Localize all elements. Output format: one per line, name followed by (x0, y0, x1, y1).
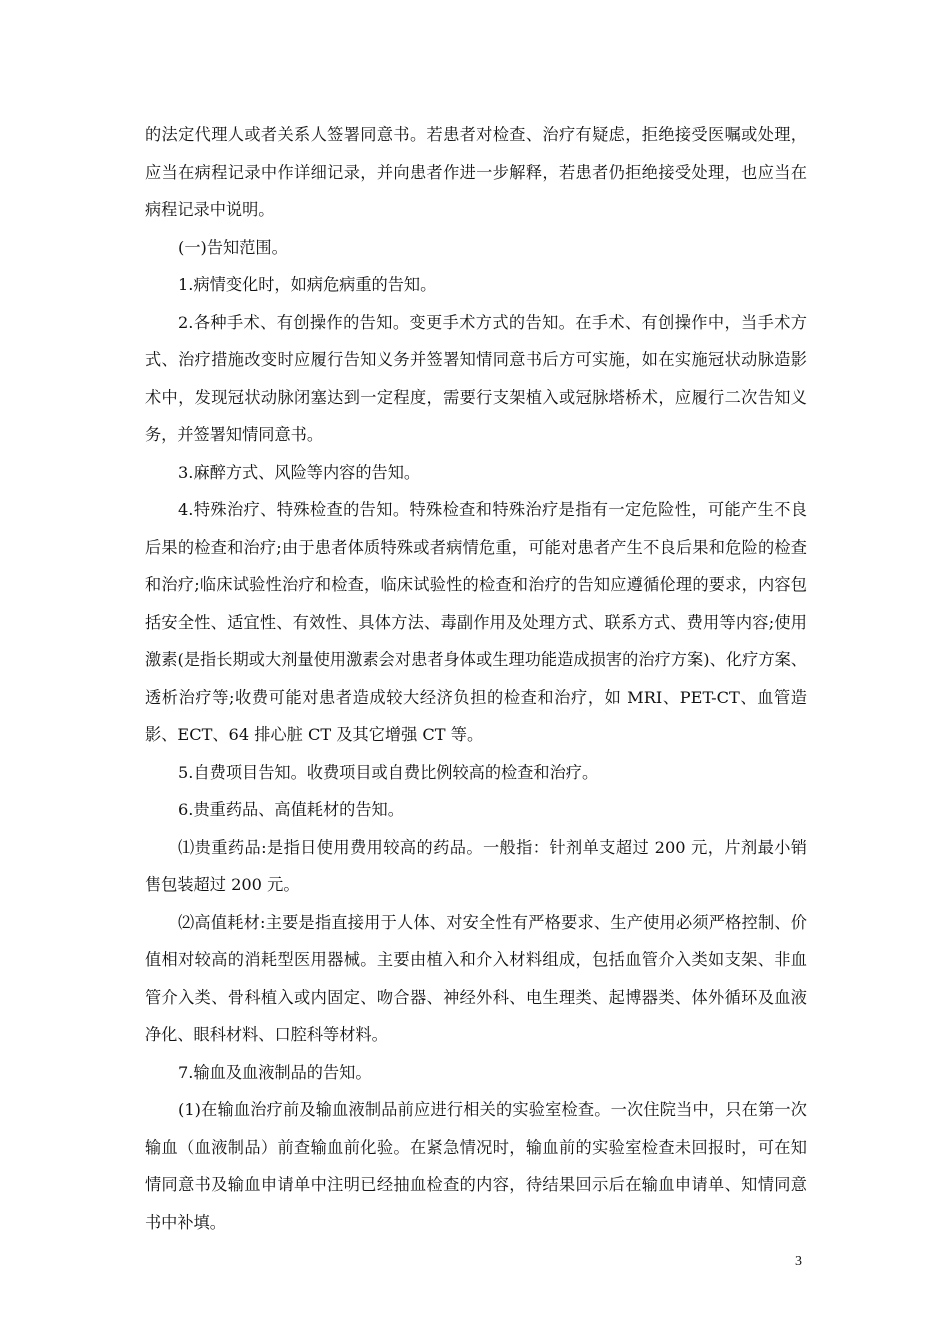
paragraph-continuation: 的法定代理人或者关系人签署同意书。若患者对检查、治疗有疑虑，拒绝接受医嘱或处理，应当在病程记录中作详细记录，并向患者作进一步解释，若患者仍拒绝接受处理，也应当在病程记录中说明。 (145, 125, 807, 219)
sub-item-expensive-drugs: ⑴贵重药品:是指日使用费用较高的药品。一般指：针剂单支超过 200 元，片剂最小销售包装超过 200 元。 (145, 837, 807, 894)
sub-item-high-value-consumables: ⑵高值耗材:主要是指直接用于人体、对安全性有严格要求、生产使用必须严格控制、价值相对较高的消耗型医用器械。主要由植入和介入材料组成，包括血管介入类如支架、非血管介入类、骨科植入或内固定、吻合器、神经外科、电生理类、起博器类、体外循环及血液净化、眼科材料、口腔科等材料。 (145, 912, 807, 1044)
list-item-4: 4.特殊治疗、特殊检查的告知。特殊检查和特殊治疗是指有一定危险性，可能产生不良后果的检查和治疗;由于患者体质特殊或者病情危重，可能对患者产生不良后果和危险的检查和治疗;临床试验性治疗和检查，临床试验性的检查和治疗的告知应遵循伦理的要求，内容包括安全性、适宜性、有效性、具体方法、毒副作用及处理方式、联系方式、费用等内容;使用激素(是指长期或大剂量使用激素会对患者身体或生理功能造成损害的治疗方案)、化疗方案、透析治疗等;收费可能对患者造成较大经济负担的检查和治疗，如 MRI、PET-CT、血管造影、ECT、64 排心脏 CT 及其它增强 CT 等。 (145, 500, 807, 744)
list-item-1: 1.病情变化时，如病危病重的告知。 (178, 275, 437, 294)
list-item-3: 3.麻醉方式、风险等内容的告知。 (178, 462, 421, 482)
section-heading-notification-scope: (一)告知范围。 (178, 237, 288, 257)
list-item-6: 6.贵重药品、高值耗材的告知。 (178, 800, 404, 819)
list-item-5: 5.自费项目告知。收费项目或自费比例较高的检查和治疗。 (178, 762, 599, 782)
list-item-7: 7.输血及血液制品的告知。 (178, 1062, 372, 1082)
page-number: 3 (795, 1254, 802, 1269)
list-item-2: 2.各种手术、有创操作的告知。变更手术方式的告知。在手术、有创操作中，当手术方式、治疗措施改变时应履行告知义务并签署知情同意书后方可实施，如在实施冠状动脉造影术中，发现冠状动脉闭塞达到一定程度，需要行支架植入或冠脉塔桥术，应履行二次告知义务，并签署知情同意书。 (145, 312, 807, 444)
document-body (145, 116, 807, 1241)
sub-item-transfusion-tests: (1)在输血治疗前及输血液制品前应进行相关的实验室检查。一次住院当中，只在第一次输血（血液制品）前查输血前化验。在紧急情况时，输血前的实验室检查未回报时，可在知情同意书及输血申请单中注明已经抽血检查的内容，待结果回示后在输血申请单、知情同意书中补填。 (145, 1100, 807, 1232)
